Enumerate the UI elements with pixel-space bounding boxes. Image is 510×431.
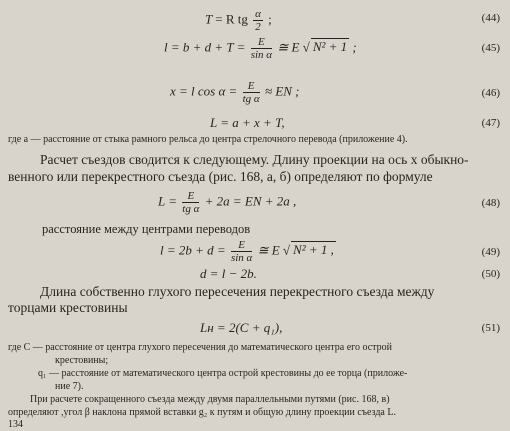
note-q1-line-1: q₁ — расстояние от математического центра острой крестовины до ее торца (приложе- [38,368,408,379]
paragraph-1-line-1: Расчет съездов сводится к следующему. Длину проекции на ось x обыкно- [40,152,469,167]
equation-46: x = l cos α = $\frac{E}{\text{tg α}}$ ≈ EN ; [170,80,300,105]
equation-44: T = R tg $\frac{\alpha}{2}$ ; [205,8,272,33]
equation-number-44: (44) [481,12,500,24]
paragraph-3-line-1: Длина собственно глухого пересечения перекрестного съезда между [40,284,435,299]
note-c-line-1: где C — расстояние от центра глухого пересечения до математического центра его острой [8,342,393,353]
paragraph-1-line-2: венного или перекрестного съезда (рис. 168, а, б) определяют по формуле [8,169,433,184]
note-a: где a — расстояние от стыка рамного рельса до центра стрелочного перевода (приложение 4). [8,134,408,145]
equation-number-47: (47) [481,117,500,129]
paragraph-4-line-1: При расчете сокращенного съезда между двумя параллельными путями (рис. 168, в) [30,394,390,405]
equation-number-45: (45) [481,42,500,54]
equation-number-48: (48) [481,197,500,209]
note-q1-line-2: ние 7). [55,381,84,392]
page-number: 134 [8,419,23,430]
equation-51: Lн = 2(C + q₁), [200,320,283,335]
equation-45: l = b + d + T = $\frac{E}{\text{sin α}}$ ≅ E √ N² + 1 ; [164,36,357,61]
equation-47: L = a + x + T, [210,115,285,130]
equation-number-49: (49) [481,246,500,258]
equation-number-51: (51) [481,322,500,334]
equation-48: L = $\frac{E}{\text{tg α}}$ + 2a = EN + 2a , [158,190,297,215]
paragraph-4-line-2: определяют ,угол β наклона прямой вставки g₂ к путям и общую длину проекции съезда L. [8,407,396,418]
equation-49: l = 2b + d = $\frac{E}{\text{sin α}}$ ≅ E √ N² + 1 , [160,239,334,264]
note-c-line-2: крестовины; [55,355,109,366]
paragraph-3-line-2: торцами крестовины [8,300,128,315]
paragraph-2: расстояние между центрами переводов [42,222,251,236]
equation-number-46: (46) [481,87,500,99]
equation-number-50: (50) [481,268,500,280]
equation-50: d = l − 2b. [200,266,257,281]
